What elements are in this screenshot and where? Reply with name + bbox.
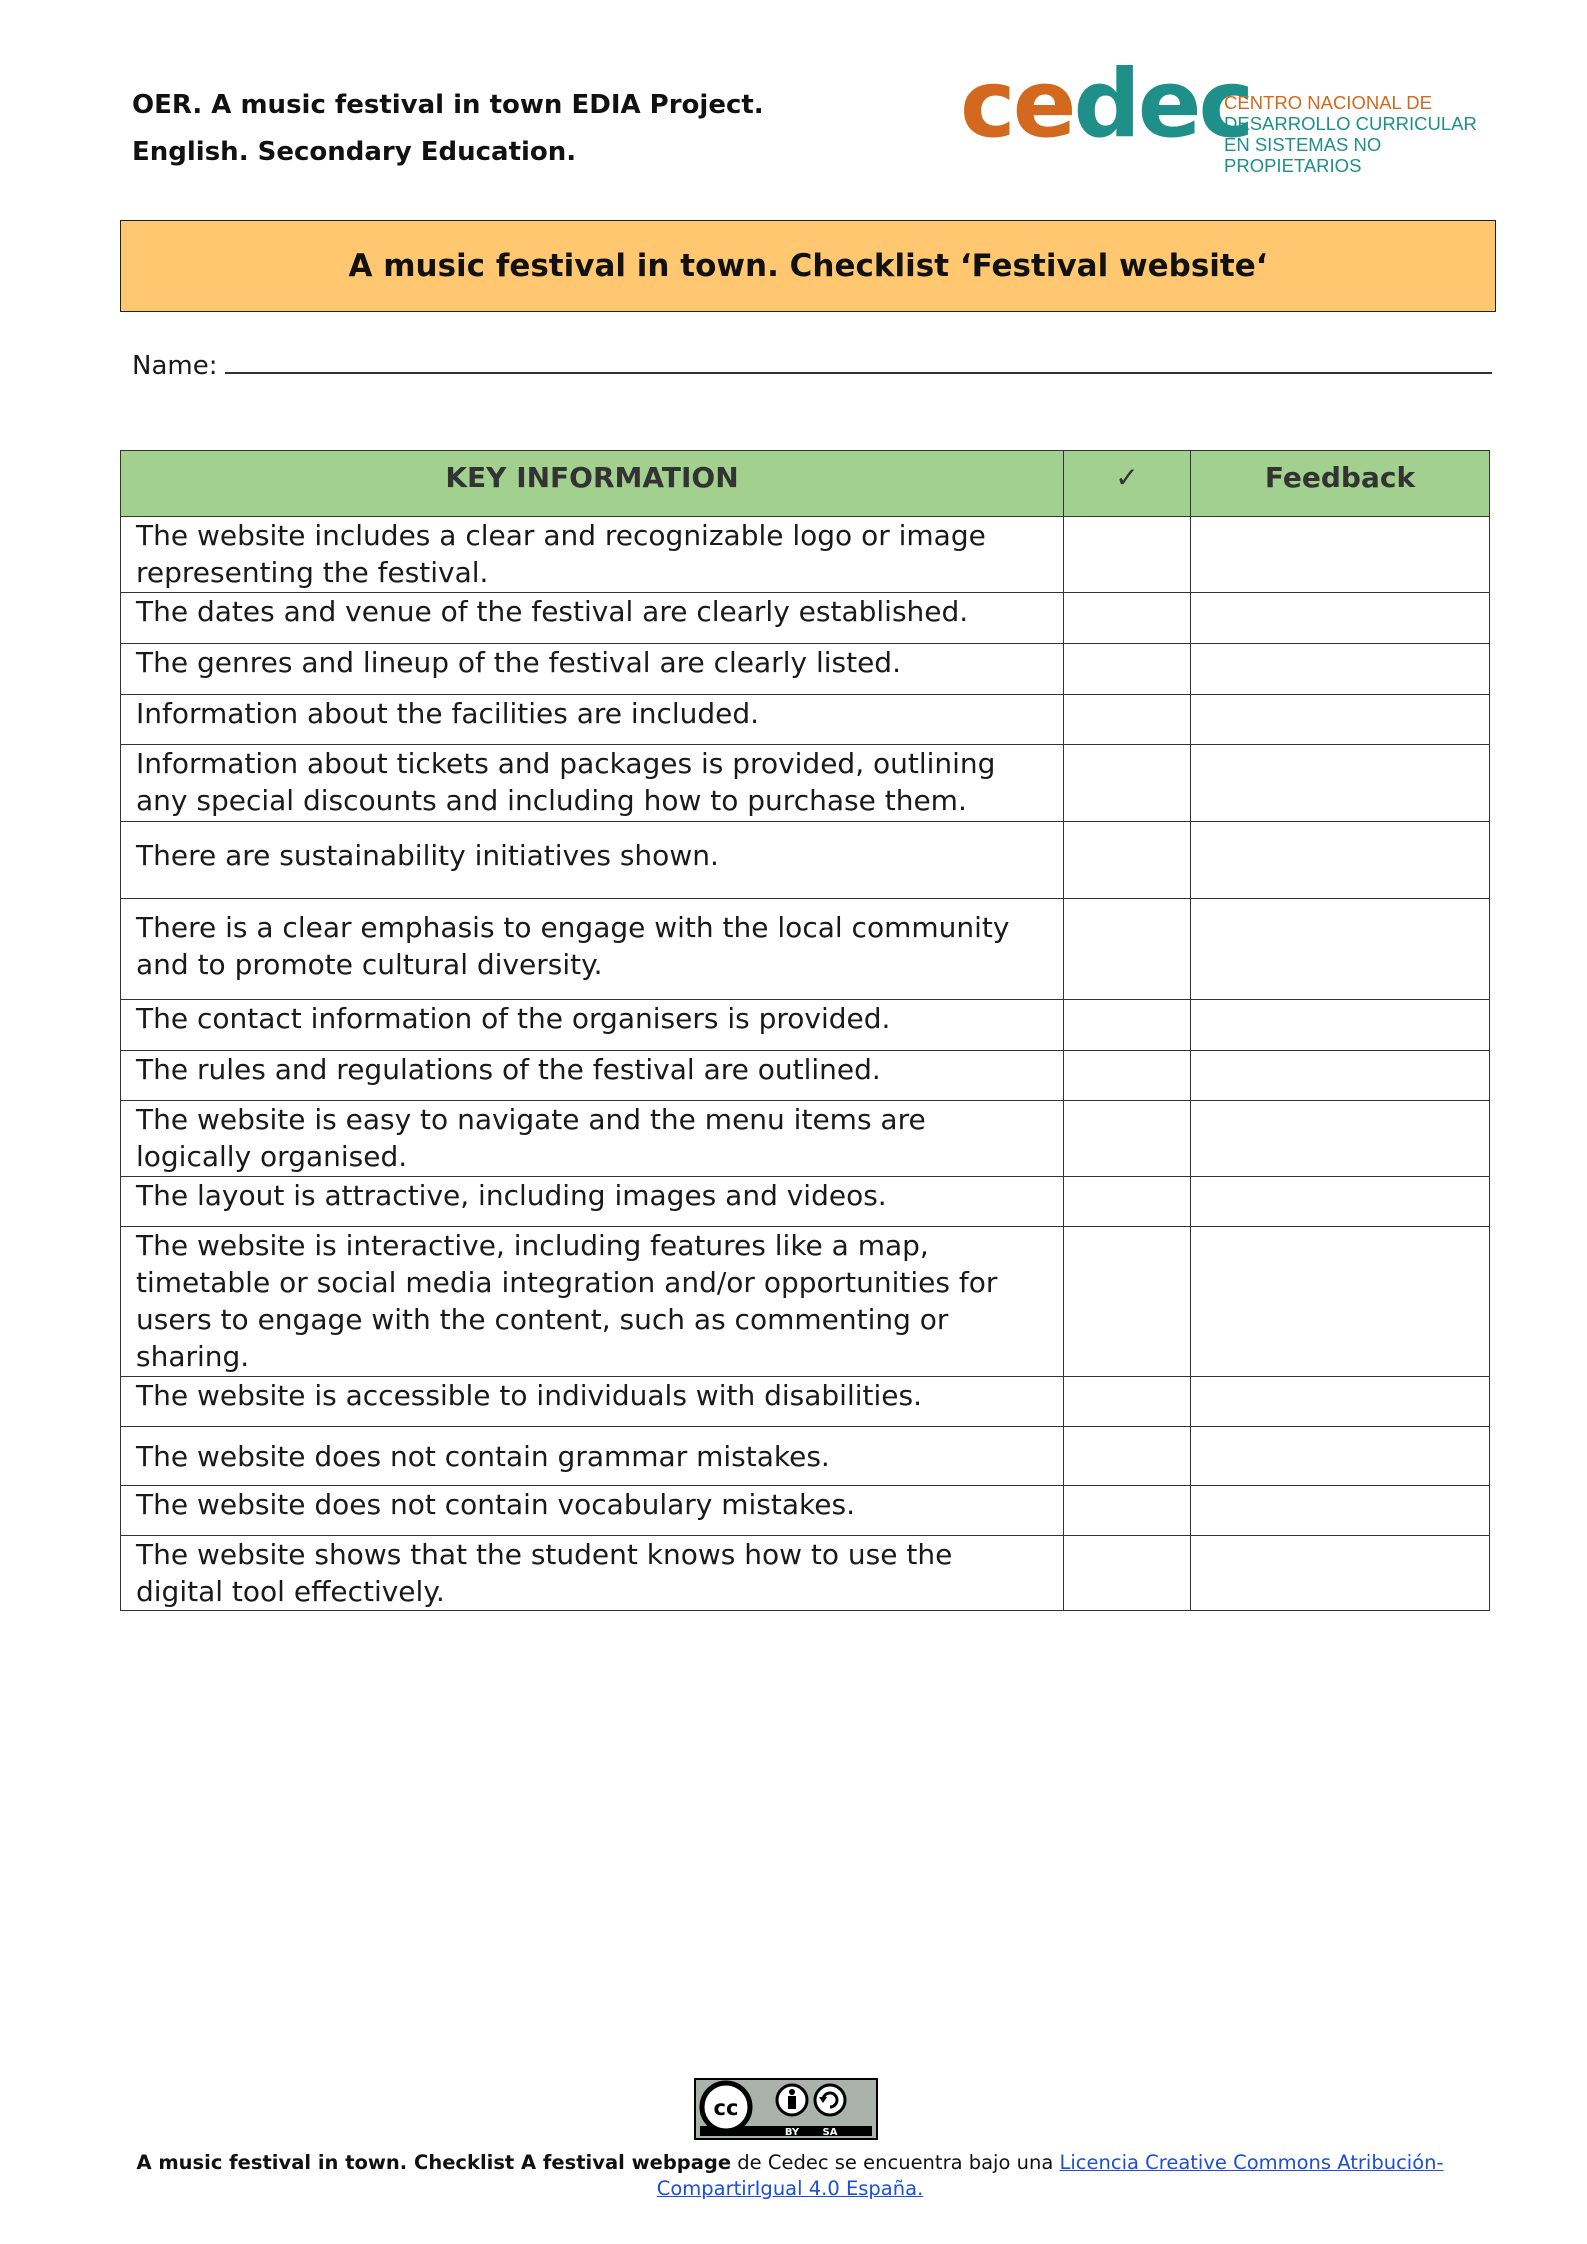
license-notice (80, 2150, 1500, 2202)
table-row (121, 1427, 1490, 1486)
table-row (121, 1377, 1490, 1427)
check-cell[interactable] (1064, 1051, 1191, 1101)
name-blank-line[interactable] (225, 350, 1492, 374)
header-key-information: KEY INFORMATION (121, 451, 1064, 517)
table-header-row (121, 451, 1490, 517)
logo-subtitle-line-2: DESARROLLO CURRICULAR (1224, 113, 1477, 134)
logo-subtitle (1224, 92, 1520, 176)
cc-by-sa-badge (694, 2078, 878, 2140)
feedback-cell[interactable] (1191, 899, 1490, 1000)
table-row (121, 1486, 1490, 1536)
check-cell[interactable] (1064, 822, 1191, 899)
table-row (121, 1177, 1490, 1227)
criterion-text: The website is interactive, including features like a map, timetable or social media integration and/or opportunities for users to engage with the content, such as commenting or sharing. (121, 1227, 1064, 1377)
header-line-2: English. Secondary Education. (132, 137, 577, 167)
feedback-cell[interactable] (1191, 1486, 1490, 1536)
feedback-cell[interactable] (1191, 1177, 1490, 1227)
check-cell[interactable] (1064, 745, 1191, 822)
feedback-cell[interactable] (1191, 593, 1490, 644)
table-row (121, 822, 1490, 899)
name-field (132, 350, 1492, 381)
criterion-text: The website is accessible to individuals with disabilities. (121, 1377, 1064, 1427)
feedback-cell[interactable] (1191, 822, 1490, 899)
logo-subtitle-line-1: CENTRO NACIONAL DE (1224, 92, 1432, 113)
work-title: A music festival in town. Checklist A festival webpage (136, 2151, 732, 2174)
check-cell[interactable] (1064, 1000, 1191, 1051)
table-row (121, 1000, 1490, 1051)
cedec-logo (960, 50, 1520, 176)
criterion-text: Information about the facilities are included. (121, 695, 1064, 745)
check-cell[interactable] (1064, 593, 1191, 644)
feedback-cell[interactable] (1191, 1536, 1490, 1611)
criterion-text: The website shows that the student knows how to use the digital tool effectively. (121, 1536, 1064, 1611)
table-row (121, 695, 1490, 745)
cc-icon (702, 2083, 750, 2131)
check-cell[interactable] (1064, 1177, 1191, 1227)
check-cell[interactable] (1064, 644, 1191, 695)
check-cell[interactable] (1064, 1486, 1191, 1536)
logo-word-part2: dec (1073, 50, 1252, 159)
feedback-cell[interactable] (1191, 695, 1490, 745)
criterion-text: The contact information of the organisers is provided. (121, 1000, 1064, 1051)
logo-wordmark (960, 50, 1252, 159)
logo-subtitle-line-3: EN SISTEMAS NO PROPIETARIOS (1224, 134, 1382, 176)
header-feedback: Feedback (1191, 451, 1490, 517)
checklist-table (120, 450, 1490, 1611)
table-row (121, 517, 1490, 593)
table-row (121, 593, 1490, 644)
check-cell[interactable] (1064, 1536, 1191, 1611)
header-line-1: OER. A music festival in town EDIA Project. (132, 90, 764, 120)
check-cell[interactable] (1064, 1377, 1191, 1427)
checkmark-icon: ✓ (1064, 451, 1191, 517)
feedback-cell[interactable] (1191, 1051, 1490, 1101)
criterion-text: The dates and venue of the festival are clearly established. (121, 593, 1064, 644)
license-link[interactable]: Licencia Creative Commons Atribución-CompartirIgual 4.0 España. (656, 2151, 1444, 2200)
license-middle-text: de Cedec se encuentra bajo una (731, 2151, 1060, 2174)
cc-label: cc (713, 2096, 739, 2120)
criterion-text: There are sustainability initiatives shown. (121, 822, 1064, 899)
name-label: Name: (132, 351, 218, 381)
by-label: BY (784, 2127, 800, 2138)
table-row (121, 644, 1490, 695)
check-cell[interactable] (1064, 1427, 1191, 1486)
document-title: A music festival in town. Checklist ‘Festival website‘ (120, 220, 1496, 312)
table-row (121, 1051, 1490, 1101)
criterion-text: The rules and regulations of the festival are outlined. (121, 1051, 1064, 1101)
check-cell[interactable] (1064, 517, 1191, 593)
feedback-cell[interactable] (1191, 1000, 1490, 1051)
sa-label: SA (822, 2127, 838, 2138)
check-cell[interactable] (1064, 695, 1191, 745)
feedback-cell[interactable] (1191, 745, 1490, 822)
feedback-cell[interactable] (1191, 1377, 1490, 1427)
table-row (121, 1536, 1490, 1611)
criterion-text: The website includes a clear and recognizable logo or image representing the festival. (121, 517, 1064, 593)
table-row (121, 745, 1490, 822)
check-cell[interactable] (1064, 1227, 1191, 1377)
criterion-text: The layout is attractive, including images and videos. (121, 1177, 1064, 1227)
feedback-cell[interactable] (1191, 1227, 1490, 1377)
feedback-cell[interactable] (1191, 1427, 1490, 1486)
feedback-cell[interactable] (1191, 644, 1490, 695)
logo-word-part1: ce (960, 50, 1074, 159)
check-cell[interactable] (1064, 899, 1191, 1000)
table-row (121, 899, 1490, 1000)
table-row (121, 1101, 1490, 1177)
cc-by-sa-graphic (696, 2080, 876, 2138)
feedback-cell[interactable] (1191, 517, 1490, 593)
criterion-text: Information about tickets and packages is provided, outlining any special discounts and including how to purchase them. (121, 745, 1064, 822)
table-row (121, 1227, 1490, 1377)
criterion-text: The genres and lineup of the festival are clearly listed. (121, 644, 1064, 695)
criterion-text: The website does not contain vocabulary mistakes. (121, 1486, 1064, 1536)
criterion-text: There is a clear emphasis to engage with the local community and to promote cultural diversity. (121, 899, 1064, 1000)
feedback-cell[interactable] (1191, 1101, 1490, 1177)
criterion-text: The website does not contain grammar mistakes. (121, 1427, 1064, 1486)
criterion-text: The website is easy to navigate and the menu items are logically organised. (121, 1101, 1064, 1177)
check-cell[interactable] (1064, 1101, 1191, 1177)
